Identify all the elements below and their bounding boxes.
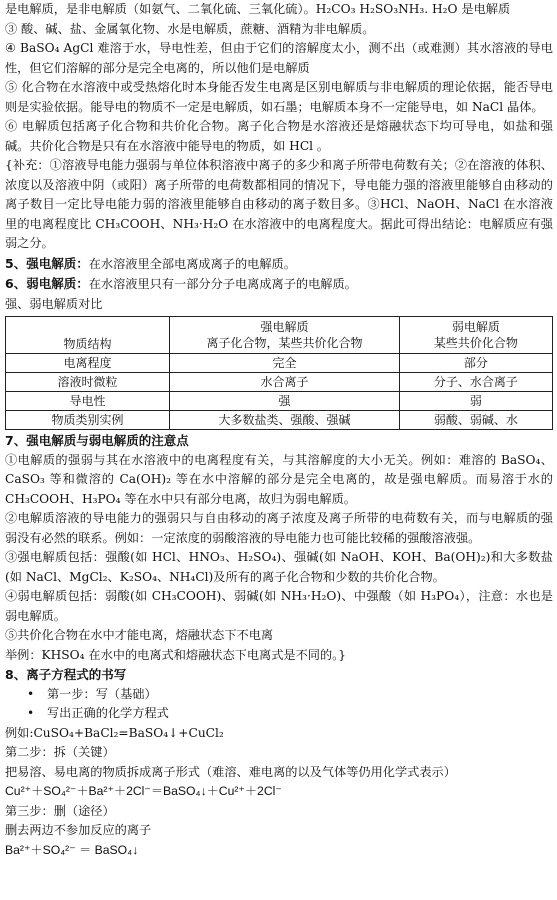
section-6-title: 6、弱电解质： (5, 276, 89, 291)
row-weak: 部分 (399, 354, 552, 373)
table-row (6, 411, 553, 430)
header-structure: 物质结构 (6, 317, 170, 354)
step-1-detail-bullet: • 写出正确的化学方程式 (5, 704, 553, 724)
row-label: 物质类别实例 (6, 411, 170, 430)
table-row (6, 354, 553, 373)
section-7-point-4: ④弱电解质包括：弱酸(如 CH₃COOH)、弱碱(如 NH₃·H₂O)、中强酸（如 H₃PO₄），注意：水也是弱电解质。 (5, 589, 553, 623)
header-weak-desc: 某些共价化合物 (433, 336, 518, 350)
row-weak: 分子、水合离子 (399, 373, 552, 392)
supplement-paragraph: {补充：①溶液导电能力强弱与单位体积溶液中离子的多少和离子所带电荷数有关；②在溶液的体积、浓度以及溶液中阴（或阳）离子所带的电荷数都相同的情况下，导电能力强的溶液里能够自由移动的离子数目一定比导电能力弱的溶液里能够自由移动的离子数目多。③HCl、NaOH、NaCl 在水溶液里的电离程度比 CH₃COOH、NH₃·H₂O 在水溶液中的电离程度大。据此可得出结论：电解质应有强弱之分。 (5, 158, 553, 250)
section-7-point-5: ⑤共价化合物在水中才能电离，熔融状态下不电离 (5, 628, 274, 642)
comparison-table (5, 316, 553, 430)
section-6 (5, 274, 553, 295)
header-strong-desc: 离子化合物，某些共价化合物 (206, 336, 363, 350)
section-6-text: 在水溶液里只有一部分分子电离成离子的电解质。 (88, 277, 357, 291)
table-header-row (6, 317, 553, 354)
step-2-text: 把易溶、易电离的物质拆成离子形式（难溶、难电离的以及气体等仍用化学式表示） (5, 764, 456, 779)
section-7-point-1: ①电解质的强弱与其在水溶液中的电离程度有关，与其溶解度的大小无关。例如：难溶的 BaSO₄、CaSO₃ 等和微溶的 Ca(OH)₂ 等在水中溶解的部分是完全电离的，故是强电解质。而易溶于水的 CH₃COOH、H₃PO₄ 等在水中只有部分电离，故归为弱电解质。 (5, 452, 553, 506)
table-caption: 强、弱电解质对比 (5, 296, 103, 311)
ionic-equation-net: Ba²⁺＋SO₄²⁻ ＝ BaSO₄↓ (5, 842, 139, 857)
row-label: 导电性 (6, 392, 170, 411)
section-8-title: 8、离子方程式的书写 (5, 667, 127, 682)
row-strong: 完全 (170, 354, 400, 373)
section-7-example: 举例：KHSO₄ 在水中的电离式和熔融状态下电离式是不同的。} (5, 647, 346, 662)
section-7-point-3: ③强电解质包括：强酸(如 HCl、HNO₃、H₂SO₄)、强碱(如 NaOH、KOH、Ba(OH)₂)和大多数盐(如 NaCl、MgCl₂、K₂SO₄、NH₄Cl)及所有的离子化合物和少数的共价化合物。 (5, 550, 553, 584)
text-point-6: ⑥ 电解质包括离子化合物和共价化合物。离子化合物是水溶液还是熔融状态下均可导电，如盐和强碱。共价化合物是只有在水溶液中能导电的物质，如 HCl 。 (5, 119, 553, 153)
text-point-3: ③ 酸、碱、盐、金属氧化物、水是电解质，蔗糖、酒精为非电解质。 (5, 21, 375, 36)
row-label: 电离程度 (6, 354, 170, 373)
row-strong: 大多数盐类、强酸、强碱 (170, 411, 400, 430)
section-7-point-2: ②电解质溶液的导电能力的强弱只与自由移动的离子浓度及离子所带的电荷数有关，而与电解质的强弱没有必然的联系。例如：一定浓度的弱酸溶液的导电能力也可能比较稀的强酸溶液强。 (5, 511, 553, 545)
row-weak: 弱酸、弱碱、水 (399, 411, 552, 430)
step-3-text: 删去两边不参加反应的离子 (5, 823, 152, 837)
table-row (6, 373, 553, 392)
header-weak-title: 弱电解质 (451, 320, 500, 334)
text-line-1: 是电解质，是非电解质（如氨气、二氧化硫、三氧化硫）。H₂CO₃ H₂SO₃NH₃. H₂O 是电解质 (5, 2, 511, 16)
row-strong: 强 (170, 392, 400, 411)
section-5-text: 在水溶液里全部电离成离子的电解质。 (88, 256, 296, 271)
header-strong (170, 317, 400, 354)
ionic-equation-full: Cu²⁺＋SO₄²⁻＋Ba²⁺＋2Cl⁻＝BaSO₄↓＋Cu²⁺＋2Cl⁻ (5, 784, 282, 798)
step-1-bullet: • 第一步：写（基础） (5, 685, 553, 705)
text-point-5: ⑤ 化合物在水溶液中或受热熔化时本身能否发生电离是区别电解质与非电解质的理论依据，能否导电则是实验依据。能导电的物质不一定是电解质，如石墨；电解质本身不一定能导电，如 NaCl 晶体。 (5, 80, 553, 114)
header-weak (399, 317, 552, 354)
section-5 (5, 254, 553, 275)
row-weak: 弱 (399, 392, 552, 411)
step-3-title: 第三步：删（途径） (5, 803, 115, 818)
row-strong: 水合离子 (170, 373, 400, 392)
example-equation: 例如:CuSO₄+BaCl₂=BaSO₄↓+CuCl₂ (5, 725, 224, 740)
section-5-title: 5、强电解质： (5, 255, 89, 271)
text-point-4: ④ BaSO₄ AgCl 难溶于水，导电性差，但由于它们的溶解度太小，测不出（或难测）其水溶液的导电性，但它们溶解的部分是完全电离的，所以他们是电解质 (5, 41, 553, 75)
section-7-title: 7、强电解质与弱电解质的注意点 (5, 433, 189, 448)
table-row (6, 392, 553, 411)
row-label: 溶液时微粒 (6, 373, 170, 392)
step-2-title: 第二步：拆（关键） (5, 745, 115, 759)
header-strong-title: 强电解质 (260, 320, 309, 334)
